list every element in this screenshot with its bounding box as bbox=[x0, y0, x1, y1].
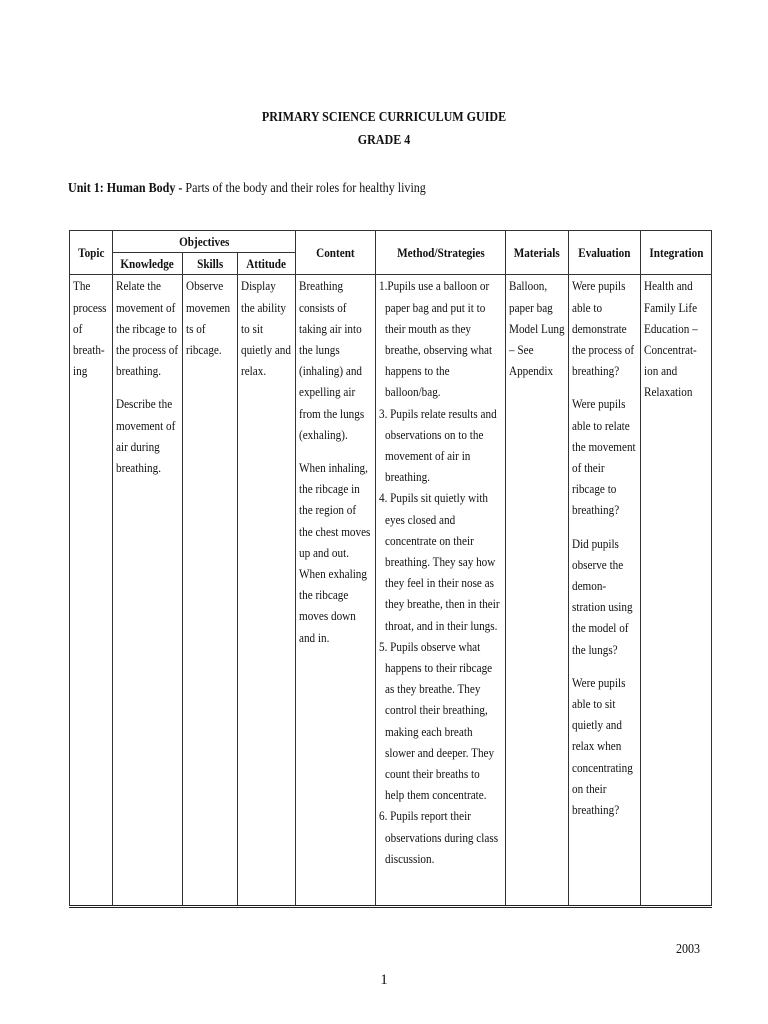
content-text-1: Breathing consists of taking air into the lungs (inhaling) and expelling air from the lungs (exhaling). bbox=[299, 278, 365, 442]
knowledge-text-1: Relate the movement of the ribcage to the process of breathing. bbox=[116, 278, 179, 379]
curriculum-table bbox=[69, 230, 712, 908]
cell-evaluation bbox=[569, 275, 641, 907]
method-step: 5. Pupils observe what happens to their ribcage as they breathe. They control their breathing, making each breath slower and deeper. They count their breaths to help them concentrate. bbox=[379, 638, 495, 803]
attitude-text: Display the ability to sit quietly and relax. bbox=[241, 278, 292, 379]
method-step: 3. Pupils relate results and observations on to the movement of air in breathing. bbox=[379, 405, 497, 485]
header-content: Content bbox=[296, 231, 376, 275]
header-topic: Topic bbox=[70, 231, 113, 275]
evaluation-text-3: Did pupils observe the demon-stration using the model of the lungs? bbox=[572, 535, 633, 657]
unit-heading bbox=[68, 181, 426, 197]
topic-text: The process of breath-ing bbox=[73, 278, 107, 379]
knowledge-text-2: Describe the movement of air during breathing. bbox=[116, 396, 176, 476]
table-row bbox=[70, 275, 712, 907]
cell-materials bbox=[506, 275, 569, 907]
header-skills: Skills bbox=[183, 253, 238, 275]
header-knowledge: Knowledge bbox=[113, 253, 183, 275]
method-steps bbox=[379, 275, 502, 869]
method-step: 1.Pupils use a balloon or paper bag and put it to their mouth as they breathe, observing what happens to the balloon/bag. bbox=[379, 278, 493, 400]
header-materials: Materials bbox=[506, 231, 569, 275]
unit-label: Unit 1: Human Body - bbox=[68, 181, 183, 196]
year-label: 2003 bbox=[676, 942, 701, 957]
header-method: Method/Strategies bbox=[376, 231, 506, 275]
evaluation-text-1: Were pupils able to demonstrate the process of breathing? bbox=[572, 278, 635, 379]
header-evaluation: Evaluation bbox=[569, 231, 641, 275]
method-step: 6. Pupils report their observations during class discussion. bbox=[379, 808, 499, 866]
cell-content bbox=[296, 275, 376, 907]
header-integration: Integration bbox=[641, 231, 712, 275]
cell-attitude bbox=[238, 275, 296, 907]
unit-description: Parts of the body and their roles for healthy living bbox=[182, 181, 426, 196]
method-step: 4. Pupils sit quietly with eyes closed and concentrate on their breathing. They say how they feel in their nose as they breathe, then in their throat, and in their lungs. bbox=[379, 490, 500, 633]
header-attitude: Attitude bbox=[238, 253, 296, 275]
content-text-2: When inhaling, the ribcage in the region of the chest moves up and out. When exhaling the ribcage moves down and in. bbox=[299, 460, 371, 645]
page-number: 1 bbox=[380, 972, 388, 988]
cell-knowledge bbox=[113, 275, 183, 907]
skills-text: Observe movemen ts of ribcage. bbox=[186, 278, 231, 358]
header-objectives: Objectives bbox=[113, 231, 296, 253]
evaluation-text-2: Were pupils able to relate the movement of their ribcage to breathing? bbox=[572, 396, 636, 518]
cell-method bbox=[376, 275, 506, 907]
grade-heading: GRADE 4 bbox=[357, 133, 411, 148]
cell-skills bbox=[183, 275, 238, 907]
integration-text: Health and Family Life Education – Concentrat-ion and Relaxation bbox=[644, 278, 698, 400]
cell-integration bbox=[641, 275, 712, 907]
cell-topic bbox=[70, 275, 113, 907]
materials-text: Balloon, paper bag Model Lung – See Appendix bbox=[509, 278, 565, 379]
document-title: PRIMARY SCIENCE CURRICULUM GUIDE bbox=[261, 110, 507, 125]
evaluation-text-4: Were pupils able to sit quietly and relax when concentrating on their breathing? bbox=[572, 674, 633, 818]
